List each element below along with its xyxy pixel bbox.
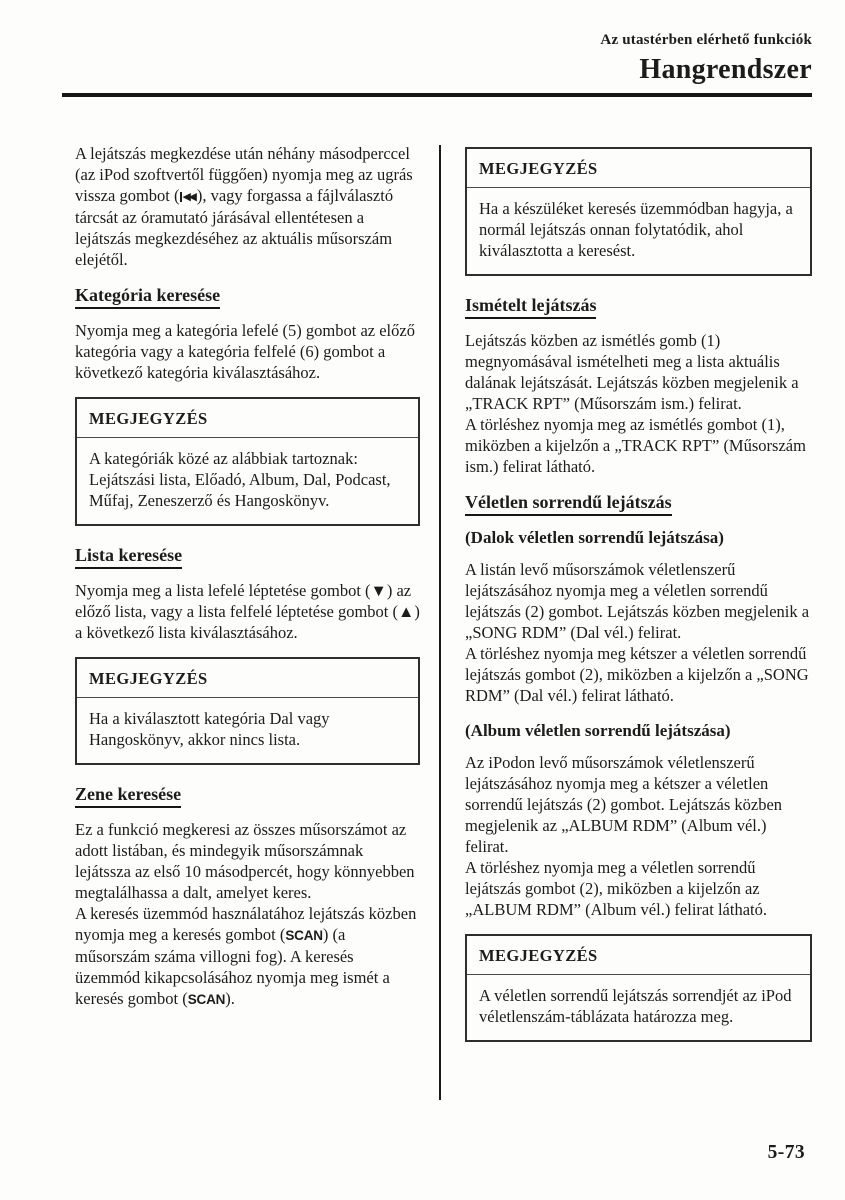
heading-zene-keresese: Zene keresése (75, 783, 181, 808)
dalok-segment-1: A listán levő műsorszámok véletlenszerű lejátszásához nyomja meg a véletlen sorrendű lejátszás (2) gombot. Lejátszás közben megjelenik a „SONG RDM” (Dal vél.) felirat. (465, 560, 810, 642)
intro-text-before: A lejátszás megkezdése után néhány másodperccel (az iPod szoftvertől függően) nyomja meg az ugrás vissza gombot ( (75, 144, 413, 205)
header-rule (62, 93, 812, 97)
intro-text-after: ), vagy forgassa a fájlválasztó tárcsát az óramutató járásával ellentétesen a lejátszás megkezdéséhez az aktuális műsorszám elejétől. (75, 186, 394, 269)
album-segment-2: A törléshez nyomja meg a véletlen sorrendű lejátszás gombot (2), miközben a kijelzőn az „ALBUM RDM” (Album vél.) felirat látható. (465, 858, 767, 919)
scan-button-label: SCAN (187, 992, 226, 1007)
intro-paragraph (75, 143, 420, 270)
right-column (465, 143, 812, 1060)
note-body: A kategóriák közé az alábbiak tartoznak: Lejátszási lista, Előadó, Album, Dal, Podcast, Műfaj, Zeneszerző és Hangoskönyv. (89, 449, 391, 510)
note-title: MEGJEGYZÉS (467, 936, 810, 975)
subheading-album: (Album véletlen sorrendű lejátszása) (465, 721, 731, 740)
ismetelt-segment-1: Lejátszás közben az ismétlés gomb (1) megnyomásával ismételheti meg a lista aktuális dalának lejátszását. Lejátszás közben megjelenik a „TRACK RPT” (Műsorszám ism.) felirat. (465, 331, 799, 413)
zene-segment-2: A keresés üzemmód használatához lejátszás közben nyomja meg a keresés gombot (SCAN) (a műsorszám száma villogni fog). A keresés üzemmód kikapcsolásához nyomja meg ismét a keresés gombot (SCAN). (75, 904, 417, 1008)
zene-segment-1: Ez a funkció megkeresi az összes műsorszámot az adott listában, és mindegyik műsorszámnak lejátssza az első 10 másodpercét, hogy könnyebben megtalálhassa a dalt, amelyet keres. (75, 820, 415, 902)
note-body: A véletlen sorrendű lejátszás sorrendjét az iPod véletlenszám-táblázata határozza meg. (479, 986, 792, 1026)
album-paragraph (465, 752, 812, 920)
scan-button-label: SCAN (285, 928, 323, 943)
heading-kategoria-keresese: Kategória keresése (75, 284, 220, 309)
page-number: 5-73 (767, 1142, 805, 1163)
page-header (62, 30, 812, 87)
ismetelt-segment-2: A törléshez nyomja meg az ismétlés gombot (1), miközben a kijelzőn a „TRACK RPT” (Műsorszám ism.) felirat látható. (465, 415, 806, 476)
zene-paragraph (75, 819, 420, 1010)
column-divider (439, 145, 441, 1100)
page-title: Hangrendszer (639, 54, 812, 85)
album-segment-1: Az iPodon levő műsorszámok véletlenszerű lejátszásához nyomja meg a kétszer a véletlen sorrendű lejátszás (2) gombot. Lejátszás közben megjelenik az „ALBUM RDM” (Album vél.) felirat. (465, 753, 783, 856)
note-body: Ha a kiválasztott kategória Dal vagy Hangoskönyv, akkor nincs lista. (89, 709, 330, 749)
dalok-segment-2: A törléshez nyomja meg kétszer a véletlen sorrendű lejátszás gombot (2), miközben a kijelzőn a „SONG RDM” (Dal vél.) felirat látható. (465, 644, 809, 705)
breadcrumb: Az utastérben elérhető funkciók (600, 32, 812, 48)
note-body: Ha a készüléket keresés üzemmódban hagyja, a normál lejátszás onnan folytatódik, ahol kiválasztotta a keresést. (479, 199, 793, 260)
kategoria-paragraph: Nyomja meg a kategória lefelé (5) gombot az előző kategória vagy a kategória felfelé (6) gombot a következő kategória kiválasztásához. (75, 321, 415, 382)
note-box (75, 657, 420, 765)
heading-lista-keresese: Lista keresése (75, 544, 182, 569)
note-title: MEGJEGYZÉS (467, 149, 810, 188)
heading-veletlen-sorrendu-lejatszas: Véletlen sorrendű lejátszás (465, 491, 672, 516)
note-box (75, 397, 420, 526)
note-box (465, 934, 812, 1042)
dalok-paragraph (465, 559, 812, 706)
subheading-dalok: (Dalok véletlen sorrendű lejátszása) (465, 528, 724, 547)
lista-paragraph: Nyomja meg a lista lefelé léptetése gombot (▼) az előző lista, vagy a lista felfelé léptetése gombot (▲) a következő lista kiválasztásához. (75, 581, 420, 642)
skip-back-icon: ◀◀ (180, 185, 197, 207)
note-box (465, 147, 812, 276)
ismetelt-paragraph (465, 330, 812, 477)
note-title: MEGJEGYZÉS (77, 399, 418, 438)
heading-ismetelt-lejatszas: Ismételt lejátszás (465, 294, 596, 319)
note-title: MEGJEGYZÉS (77, 659, 418, 698)
left-column (75, 143, 420, 1010)
